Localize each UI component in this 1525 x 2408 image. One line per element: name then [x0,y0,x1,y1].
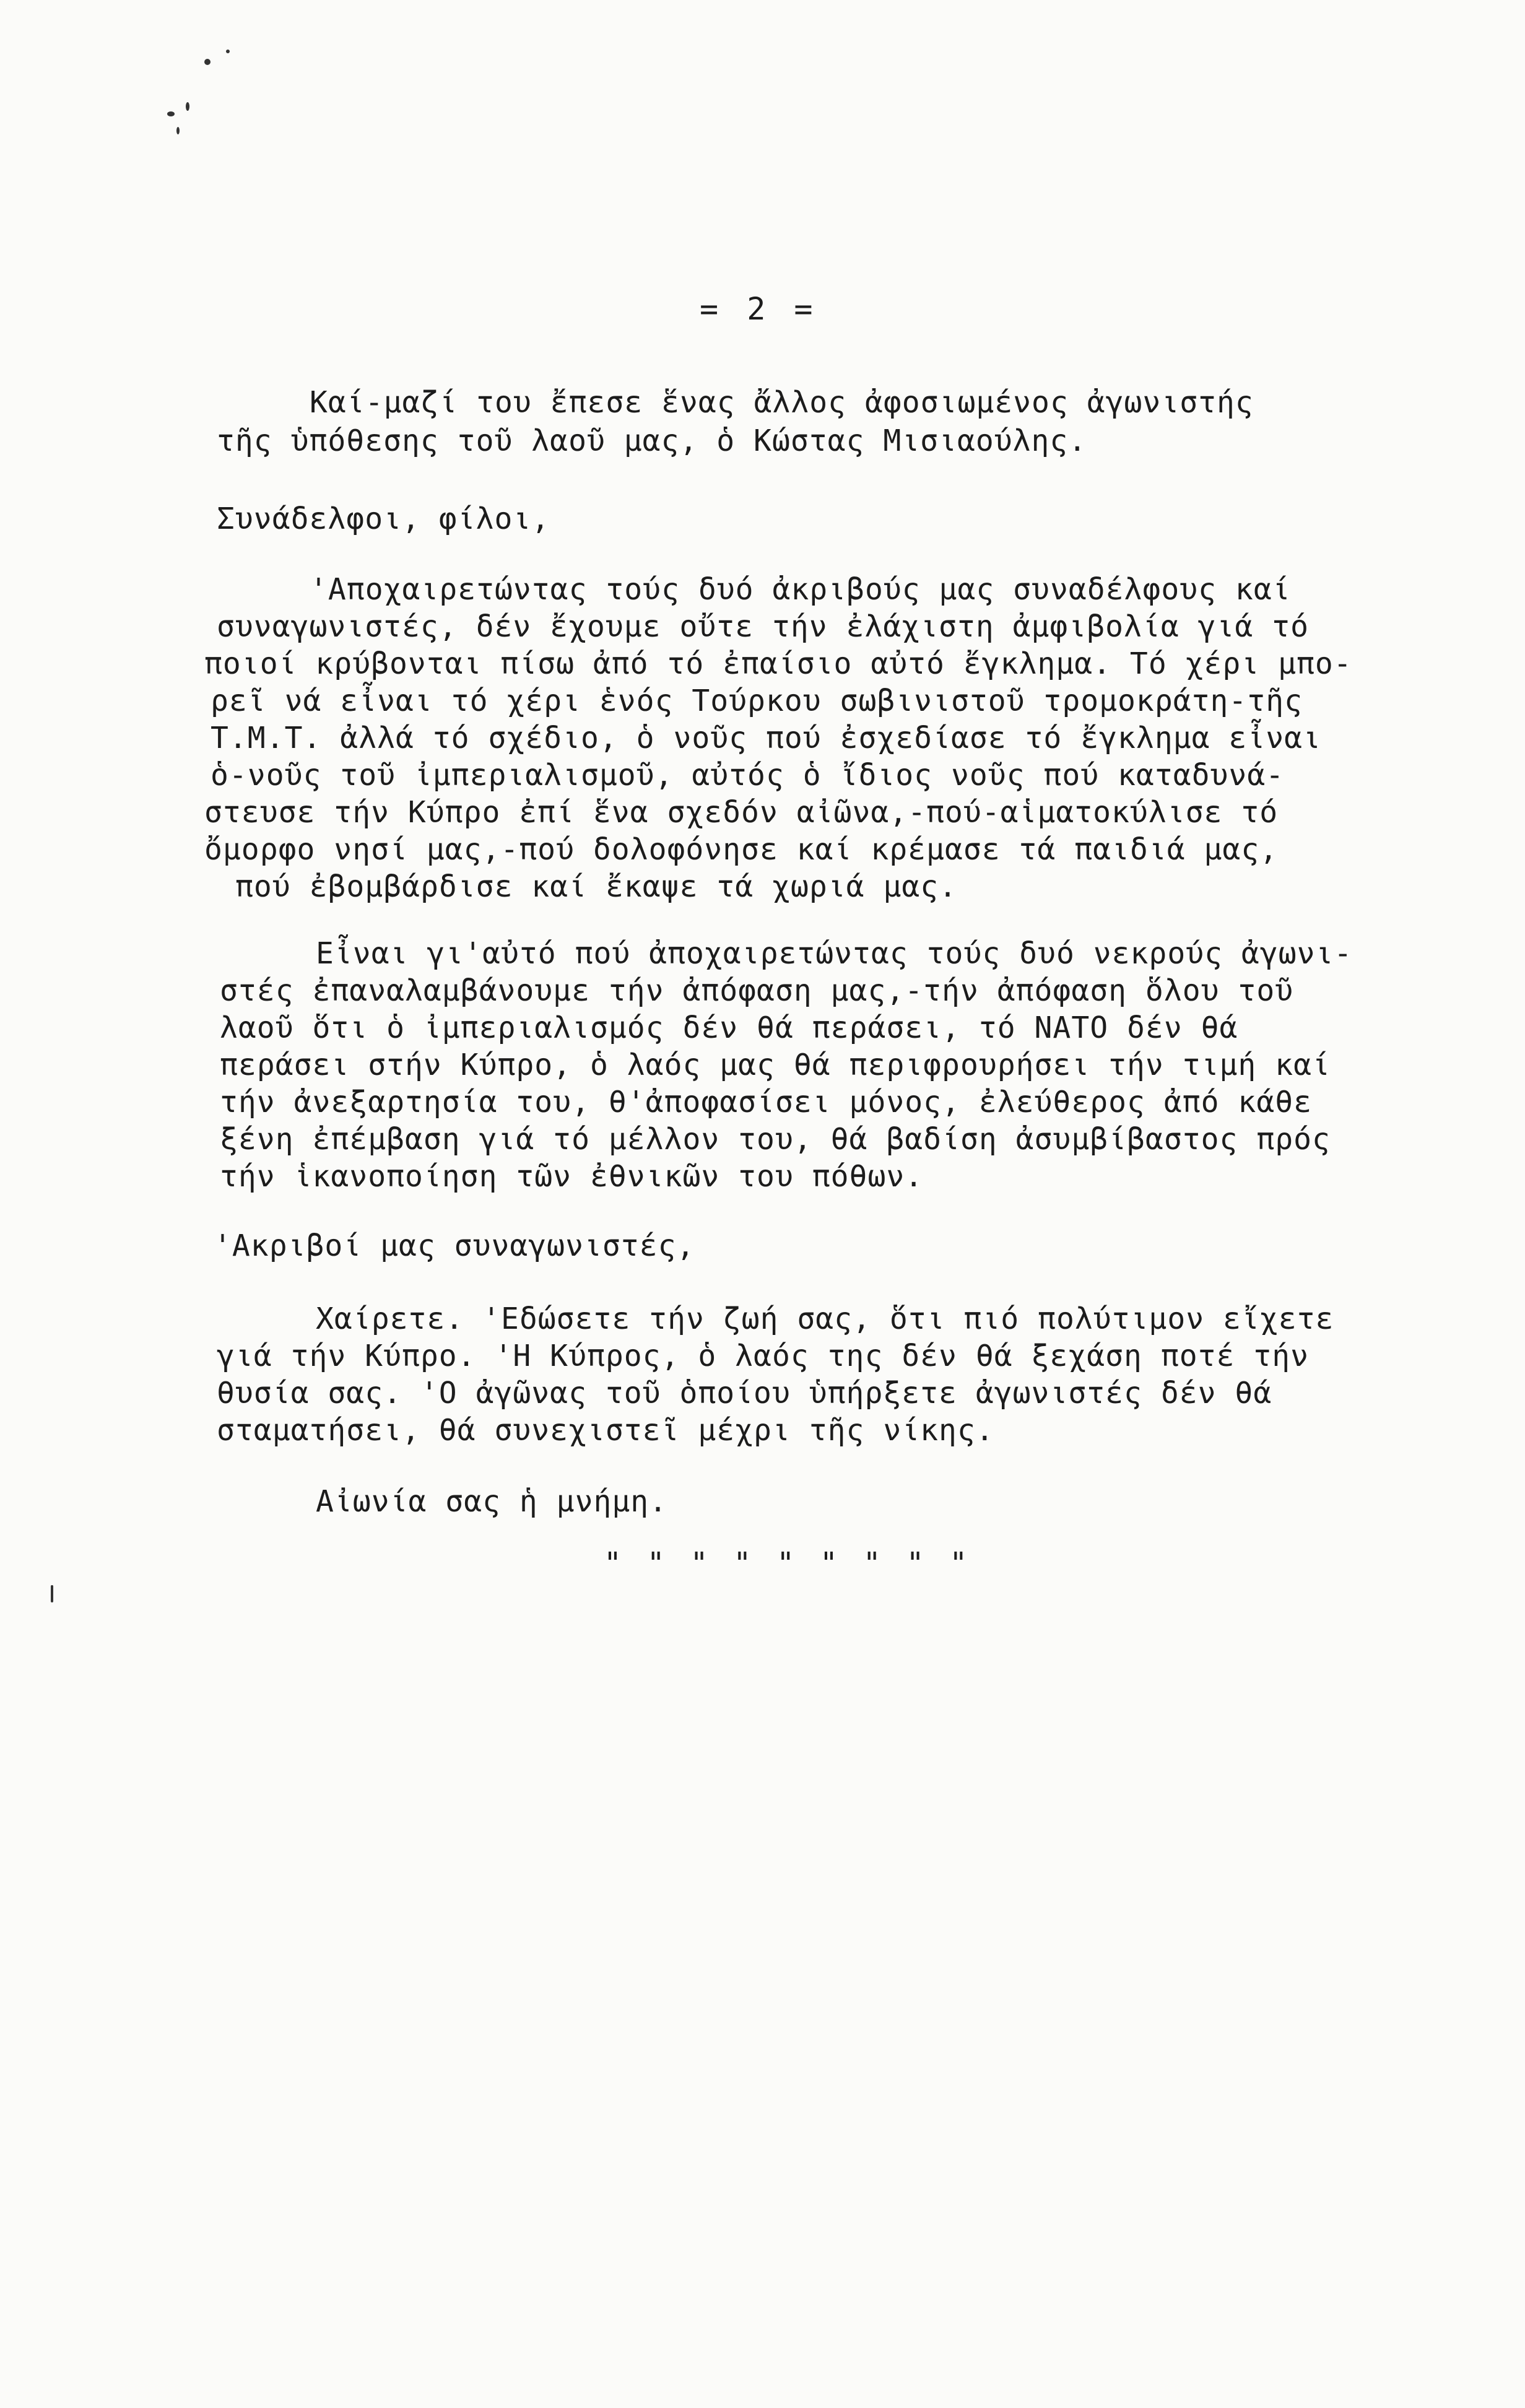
text-line: στευσε τήν Κύπρο ἐπί ἕνα σχεδόν αἰῶνα,-πού-αἱματοκύλισε τό [204,795,1279,830]
text-line: θυσία σας. 'Ο ἀγῶνας τοῦ ὁποίου ὑπήρξετε ἀγωνιστές δέν θά [217,1376,1272,1410]
text-line: ὁ-νοῦς τοῦ ἰμπεριαλισμοῦ, αὐτός ὁ ἴδιος νοῦς πού καταδυνά- [211,758,1285,793]
salutation: 'Ακριβοί μας συναγωνιστές, [214,1228,695,1263]
closing-line: Αἰωνία σας ἡ μνήμη. [316,1484,668,1519]
text-line: ποιοί κρύβονται πίσω ἀπό τό ἐπαίσιο αὐτό ἔγκλημα. Τό χέρι μπο- [204,646,1352,681]
text-line: στές ἐπαναλαμβάνουμε τήν ἀπόφαση μας,-τήν ἀπόφαση ὅλου τοῦ [220,973,1294,1008]
text-line: γιά τήν Κύπρο. 'Η Κύπρος, ὁ λαός της δέν θά ξεχάση ποτέ τήν [217,1339,1310,1373]
text-line: τήν ἱκανοποίηση τῶν ἐθνικῶν του πόθων. [220,1159,924,1194]
text-line: πού ἐβομβάρδισε καί ἔκαψε τά χωριά μας. [235,869,958,904]
scan-speck [226,50,230,53]
text-line: περάσει στήν Κύπρο, ὁ λαός μας θά περιφρουρήσει τήν τιμή καί [220,1048,1331,1082]
page-number: = 2 = [700,291,818,327]
scan-speck [176,127,180,134]
text-line: λαοῦ ὅτι ὁ ἰμπεριαλισμός δέν θά περάσει, τό ΝΑΤΟ δέν θά [220,1011,1238,1045]
scan-speck [167,111,175,116]
salutation: Συνάδελφοι, φίλοι, [217,502,550,536]
text-line: Καί-μαζί του ἔπεσε ἕνας ἄλλος ἀφοσιωμένος ἀγωνιστής [310,385,1254,420]
text-line: ξένη ἐπέμβαση γιά τό μέλλον του, θά βαδίση ἀσυμβίβαστος πρός [220,1122,1331,1157]
text-line: Χαίρετε. 'Εδώσετε τήν ζωή σας, ὅτι πιό πολύτιμον εἴχετε [316,1302,1334,1336]
text-line: σταματήσει, θά συνεχιστεῖ μέχρι τῆς νίκης. [217,1413,994,1448]
text-line: ρεῖ νά εἶναι τό χέρι ἑνός Τούρκου σωβινιστοῦ τρομοκράτη-τῆς [211,684,1303,718]
text-line: συναγωνιστές, δέν ἔχουμε οὔτε τήν ἐλάχιστη ἀμφιβολία γιά τό [217,609,1310,644]
text-line: τῆς ὑπόθεσης τοῦ λαοῦ μας, ὁ Κώστας Μισιαούλης. [217,424,1087,458]
text-line: 'Αποχαιρετώντας τούς δυό ἀκριβούς μας συναδέλφους καί [310,572,1291,607]
text-line: τήν ἀνεξαρτησία του, θ'ἀποφασίσει μόνος, ἐλεύθερος ἀπό κάθε [220,1085,1313,1119]
scan-speck [51,1585,53,1602]
scan-speck [186,102,189,111]
scan-speck [204,59,211,65]
text-line: Τ.Μ.Τ. ἀλλά τό σχέδιο, ὁ νοῦς πού ἐσχεδίασε τό ἔγκλημα εἶναι [211,721,1321,755]
text-line: Εἶναι γι'αὐτό πού ἀποχαιρετώντας τούς δυό νεκρούς ἀγωνι- [316,936,1353,971]
text-line: ὄμορφο νησί μας,-πού δολοφόνησε καί κρέμασε τά παιδιά μας, [204,832,1279,867]
end-marks: " " " " " " " " " [604,1546,971,1581]
